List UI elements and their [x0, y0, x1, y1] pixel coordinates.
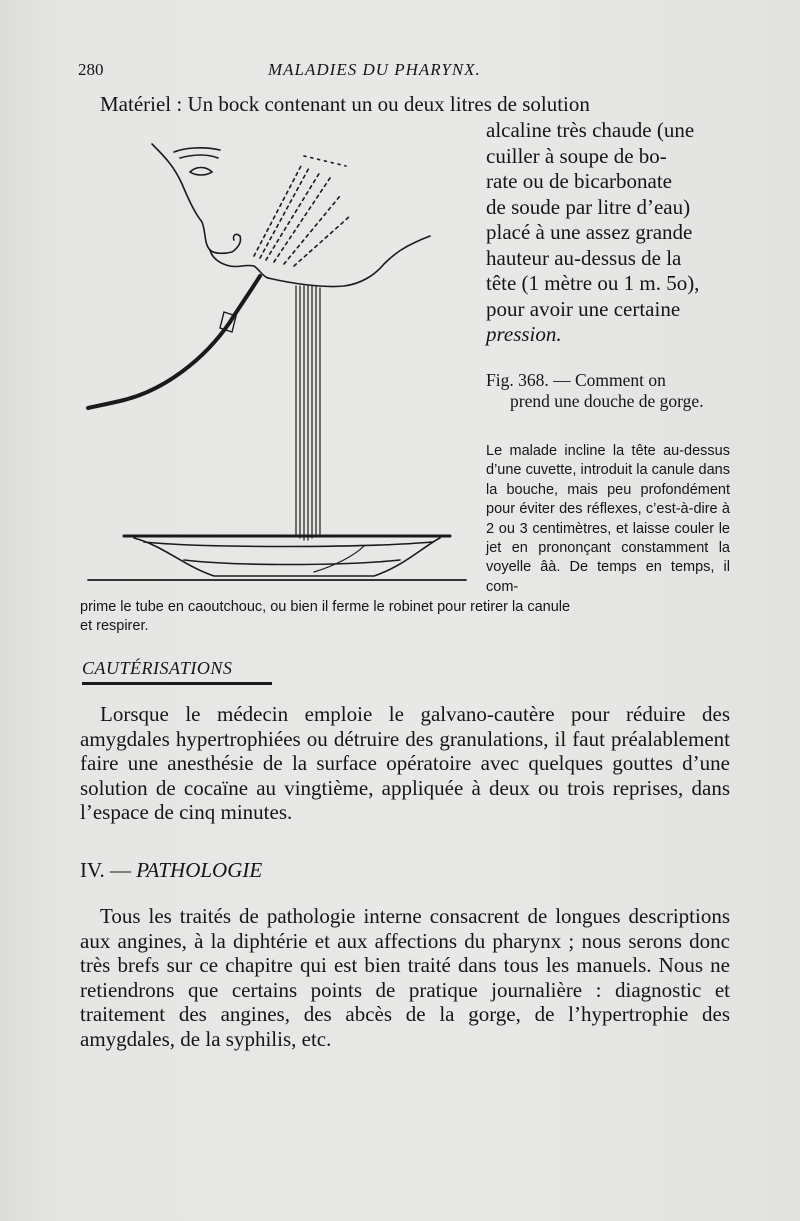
- jaw-line: [268, 236, 430, 287]
- pathologie-paragraph: Tous les traités de pathologie interne consacrent de longues descriptions aux angines, à la diphtérie et aux affections du pharynx ; nous serons donc très brefs sur ce chapitre qui est bien traité dans tous les manuels. Nous ne retiendrons que certains points de pratique journalière : diagnostic et traitement des angines, des abcès de la gorge, de l’hypertrophie des amygdales, de la syphilis, etc.: [80, 904, 730, 1051]
- figure-label: [486, 370, 731, 412]
- caption-cont-line2: et respirer.: [80, 618, 149, 635]
- cauterisations-paragraph: Lorsque le médecin emploie le galvano-cautère pour réduire des amygdales hypertrophiées ou détruire des granulations, il faut préalablement faire une anesthésie de la surface opératoire avec quelques gouttes d’une solution de cocaïne au vingtième, appliquée à deux ou trois reprises, dans l’espace de cinq minutes.: [80, 702, 730, 825]
- side-line: pour avoir une certaine: [486, 296, 681, 321]
- water-stream: [296, 286, 320, 540]
- side-line: rate ou de bicarbonate: [486, 169, 672, 193]
- part-number: IV. —: [80, 858, 131, 882]
- side-line: hauteur au-dessus de la: [486, 245, 682, 270]
- side-line: alcaline très chaude (une: [486, 118, 695, 142]
- side-line: placé à une assez grande: [486, 220, 693, 244]
- head-profile: [152, 144, 241, 253]
- side-line: tête (1 mètre ou 1 m. 5o),: [486, 271, 700, 295]
- page-header: [78, 60, 738, 90]
- side-line: cuiller à soupe de bo-: [486, 143, 667, 168]
- figure-caption-continuation: [80, 598, 730, 637]
- side-line: pression.: [486, 322, 562, 346]
- part-title: PATHOLOGIE: [136, 858, 263, 882]
- materiel-first-line: Matériel : Un bock contenant un ou deux litres de solution: [100, 92, 590, 116]
- rubber-hose: [88, 322, 230, 408]
- caption-cont-line1: prime le tube en caoutchouc, ou bien il ferme le robinet pour retirer la canule: [80, 599, 571, 615]
- figure-label-line1: Fig. 368. — Comment on: [486, 370, 666, 390]
- figure-368-illustration: [84, 136, 474, 588]
- side-line: de soude par litre d’eau): [486, 194, 691, 219]
- running-title: MALADIES DU PHARYNX.: [268, 60, 481, 79]
- eye: [190, 168, 212, 176]
- materiel-side-text: [486, 118, 731, 348]
- figure-caption: Le malade incline la tête au-dessus d’une cuvette, introduit la canule dans la bouche, mais peu profondément pour éviter des réflexes, c’est-à-dire à 2 ou 3 centimètres, et laisse couler le jet en prononçant constamment la voyelle âà. De temps en temps, il com-: [486, 443, 730, 595]
- part-heading-pathologie: [80, 858, 262, 883]
- section-heading-cauterisations: CAUTÉRISATIONS: [82, 658, 233, 678]
- heading-underline: [82, 682, 272, 685]
- figure-label-line2: prend une douche de gorge.: [510, 391, 704, 411]
- page-number: 280: [78, 60, 104, 79]
